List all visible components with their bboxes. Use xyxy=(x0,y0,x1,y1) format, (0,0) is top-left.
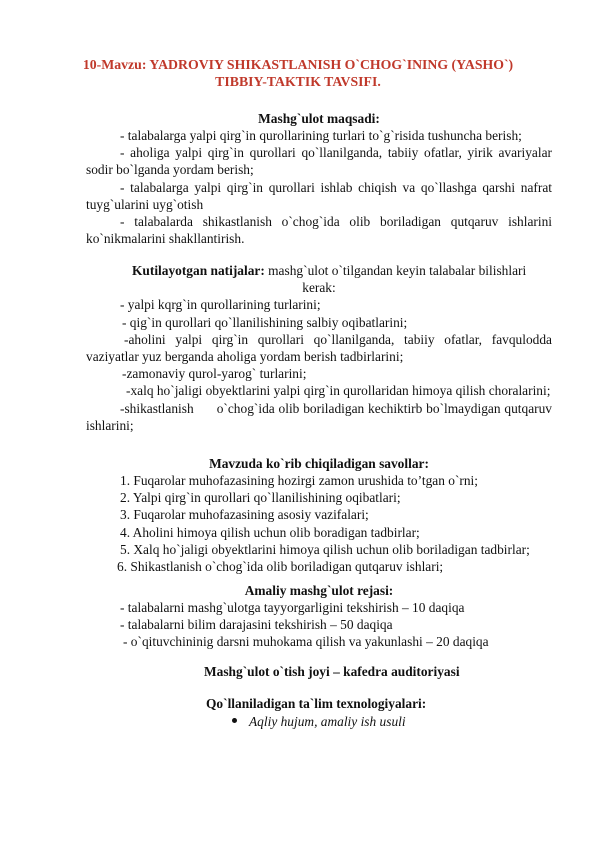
result-item: -aholini yalpi qirg`in qurollari qo`llanilganda, tabiiy ofatlar, favqulodda vaziyatlar yuz berganda aholiga yordam berish tadbirlarini; xyxy=(86,331,552,365)
tech-heading: Qo`llaniladigan ta`lim texnologiyalari: xyxy=(206,696,427,711)
results-section xyxy=(86,262,556,434)
result-item: - yalpi kqrg`in qurollarining turlarini; xyxy=(120,297,321,313)
results-heading-bold: Kutilayotgan natijalar: xyxy=(132,263,265,278)
goal-item: - talabalarga yalpi qirg`in qurollari ishlab chiqish va qo`llashga qarshi nafrat tuyg`ularini uyg`otish xyxy=(86,179,552,212)
plan-list xyxy=(86,599,552,651)
question-item: 5. Xalq ho`jaligi obyektlarini himoya qilish uchun olib boriladigan tadbirlar; xyxy=(120,541,530,557)
goal-item: - talabalarda shikastlanish o`chog`ida olib boriladigan qutqaruv ishlarini ko`nikmalarini shakllantirish. xyxy=(86,214,552,247)
question-item: 3. Fuqarolar muhofazasining asosiy vazifalari; xyxy=(120,507,369,523)
tech-bullet-item xyxy=(232,713,406,730)
result-item: -zamonaviy qurol-yarog` turlarini; xyxy=(122,366,307,382)
location-line: Mashg`ulot o`tish joyi – kafedra auditoriyasi xyxy=(204,664,460,679)
goal-item: - aholiga yalpi qirg`in qurollari qo`llanilganda, tabiiy ofatlar, yirik avariyalar sodir bo`lganda yordam berish; xyxy=(86,145,552,178)
results-heading-line2: kerak: xyxy=(302,280,336,296)
results-heading xyxy=(86,262,552,279)
plan-heading: Amaliy mashg`ulot rejasi: xyxy=(244,583,394,598)
bullet-icon xyxy=(232,718,237,723)
title-line-2: TIBBIY-TAKTIK TAVSIFI. xyxy=(215,74,381,89)
question-item: 4. Aholini himoya qilish uchun olib boradigan tadbirlar; xyxy=(120,524,420,540)
goals-list xyxy=(86,127,552,247)
question-item: 1. Fuqarolar muhofazasining hozirgi zamon urushida to’tgan o`rni; xyxy=(120,473,478,488)
questions-list xyxy=(86,472,552,575)
plan-item: - talabalarni mashg`ulotga tayyorgarligini tekshirish – 10 daqiqa xyxy=(120,600,465,615)
question-item: 6. Shikastlanish o`chog`ida olib boriladigan qutqaruv ishlari; xyxy=(117,559,444,575)
goal-item: - talabalarga yalpi qirg`in qurollarining turlari to`g`risida tushuncha berish; xyxy=(120,128,522,143)
plan-item: - talabalarni bilim darajasini tekshirish – 50 daqiqa xyxy=(120,617,393,633)
result-item: -xalq ho`jaligi obyektlarini yalpi qirg`in qurollaridan himoya qilish choralarini; xyxy=(126,383,551,399)
results-heading-rest: mashg`ulot o`tilgandan keyin talabalar bilishlari xyxy=(264,263,527,278)
tech-bullet-text: Aqliy hujum, amaliy ish usuli xyxy=(249,714,406,729)
result-item: - qig`in qurollari qo`llanilishining salbiy oqibatlarini; xyxy=(122,314,408,330)
goals-heading: Mashg`ulot maqsadi: xyxy=(258,111,380,126)
questions-heading: Mavzuda ko`rib chiqiladigan savollar: xyxy=(209,456,429,471)
title-line-1: 10-Mavzu: YADROVIY SHIKASTLANISH O`CHOG`INING (YASHO`) xyxy=(82,57,514,72)
question-item: 2. Yalpi qirg`in qurollari qo`llanilishining oqibatlari; xyxy=(120,490,401,506)
page-title xyxy=(60,56,536,90)
plan-item: - o`qituvchininig darsni muhokama qilish va yakunlashi – 20 daqiqa xyxy=(123,634,489,650)
result-item: -shikastlanish o`chog`ida olib boriladigan kechiktirb bo`lmaydigan qutqaruv ishlarini; xyxy=(86,400,556,433)
